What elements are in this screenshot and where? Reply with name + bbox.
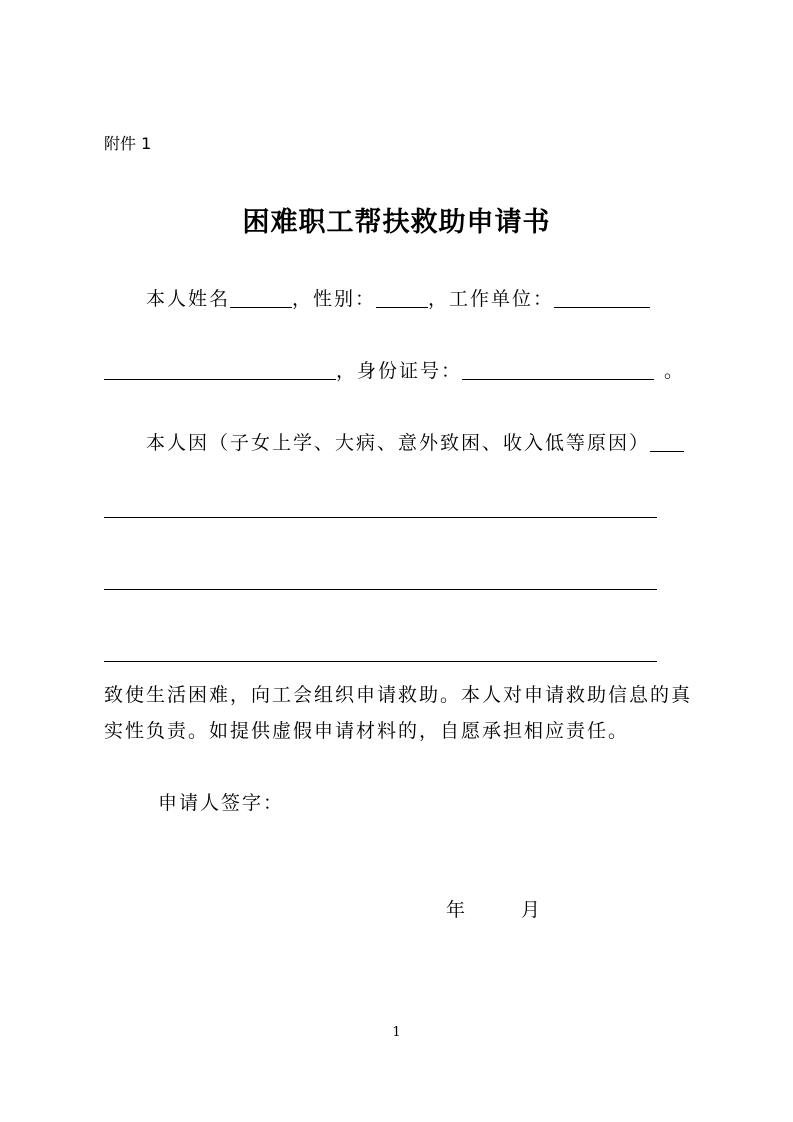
reason-line	[146, 428, 684, 455]
employer-field-continued[interactable]	[104, 360, 336, 380]
gender-label: ，性别：	[292, 288, 377, 310]
employer-label: ，工作单位：	[428, 288, 555, 310]
applicant-info-line-2	[104, 356, 685, 383]
gender-field[interactable]	[376, 288, 428, 308]
reason-field-line-1[interactable]	[104, 517, 657, 518]
name-label: 本人姓名	[146, 288, 231, 310]
reason-field-line-3[interactable]	[104, 661, 657, 662]
name-field[interactable]	[230, 288, 292, 308]
declaration-line-1: 致使生活困难，向工会组织申请救助。本人对申请救助信息的真	[104, 684, 693, 706]
signature-label: 申请人签字：	[158, 792, 285, 814]
date-year-label: 年	[446, 899, 468, 921]
employer-field[interactable]	[554, 288, 650, 308]
sentence-end-mark: 。	[664, 360, 686, 382]
reason-field-line-2[interactable]	[104, 589, 657, 590]
date-month-label: 月	[521, 899, 543, 921]
document-title: 困难职工帮扶救助申请书	[242, 207, 551, 238]
id-number-field[interactable]	[462, 360, 654, 380]
reason-label: 本人因（子女上学、大病、意外致困、收入低等原因）	[146, 432, 651, 454]
reason-field[interactable]	[650, 432, 684, 452]
page-number: 1	[392, 1025, 401, 1040]
id-number-label: ，身份证号：	[336, 360, 463, 382]
attachment-label: 附件 1	[104, 134, 152, 153]
applicant-info-line-1	[146, 284, 650, 311]
declaration-line-2: 实性负责。如提供虚假申请材料的，自愿承担相应责任。	[104, 720, 630, 742]
